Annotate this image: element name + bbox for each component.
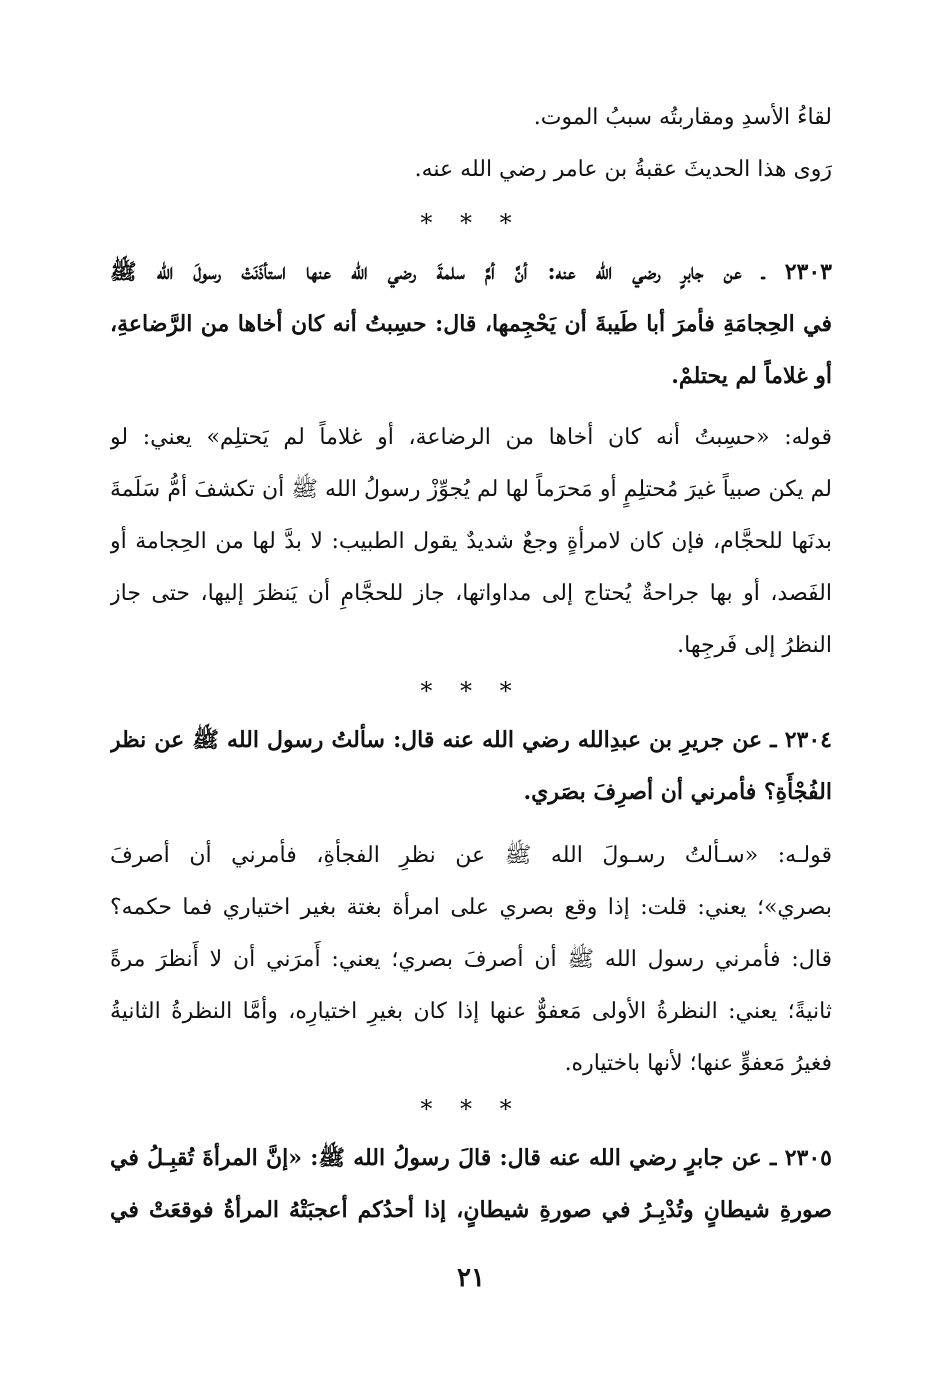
book-page: [110, 78, 832, 1358]
hadith-2304-line-2: الفُجْأَةِ؟ فأمرني أن أصرِفَ بصَري.: [523, 779, 832, 805]
commentary-2303-line-1: قوله: «حسِبتُ أنه كان أخاها من الرضاعة، أو غلاماً لم يَحتلِم» يعني: لو: [110, 425, 832, 450]
commentary-2303-line-4: الفَصد، أو بها جراحةٌ يُحتاج إلى مداواتها، جاز للحجَّامِ أن يَنظرَ إليها، حتى جاز: [110, 581, 832, 606]
hadith-2303-line-2: في الحِجامَةِ فأمرَ أبا طَيبةَ أن يَحْجِمها، قال: حسِبتُ أنه كان أخاها من الرَّضاعةِ،: [110, 311, 832, 337]
hadith-2304-line-1: ٢٣٠٤ ـ عن جريرِ بن عبدِالله رضي الله عنه قال: سألتُ رسول الله ﷺ عن نظر: [110, 727, 832, 753]
intro-line-2: رَوى هذا الحديثَ عقبةُ بن عامر رضي الله عنه.: [414, 157, 832, 182]
commentary-2303-line-2: لم يكن صبياً غيرَ مُحتلِمٍ أو مَحرَماً لها لم يُجوِّزْ رسولُ الله ﷺ أن تكشفَ أمُّ سَلَمةَ: [110, 477, 832, 502]
section-separator: * * *: [420, 1095, 522, 1123]
hadith-2303-line-3: أو غلاماً لم يحتلمْ.: [671, 363, 832, 389]
commentary-2304-line-3: قال: فأمرني رسول الله ﷺ أن أصرفَ بصري؛ يعني: أَمرَني أن لا أَنظرَ مرةً: [110, 947, 832, 972]
commentary-2303-line-3: بدنَها للحجَّام، فإن كان لامرأةٍ وجعٌ شديدٌ يقول الطبيب: لا بدَّ لها من الحِجامة أو: [110, 529, 832, 554]
hadith-2305-line-1: ٢٣٠٥ ـ عن جابرٍ رضي الله عنه قال: قالَ رسولُ الله ﷺ: «إنَّ المرأةَ تُقبِـلُ في: [110, 1145, 832, 1171]
hadith-2303-line-1: ٢٣٠٣ ـ عن جابرٍ رضي الله عنه: أنَّ أمَّ سلمةَ رضي الله عنها استأذَنَتْ رسولَ الله ﷺ: [110, 259, 832, 285]
section-separator: * * *: [420, 677, 522, 705]
commentary-2304-line-4: ثانيةً؛ يعني: النظرةُ الأولى مَعفوٌّ عنها إذا كان بغيرِ اختيارِه، وأمَّا النظرةُ الثانيةُ: [110, 999, 832, 1024]
commentary-2303-line-5: النظرُ إلى فَرجِها.: [677, 633, 832, 658]
section-separator: * * *: [420, 209, 522, 237]
commentary-2304-line-2: بصري»؛ يعني: قلت: إذا وقع بصري على امرأة بغتة بغير اختياري فما حكمه؟: [110, 895, 832, 920]
commentary-2304-line-5: فغيرُ مَعفوٍّ عنها؛ لأنها باختياره.: [564, 1051, 832, 1076]
hadith-2305-line-2: صورةِ شيطانٍ وتُدْبِـرُ في صورةِ شيطانٍ، إذا أحدُكم أعجبَتْهُ المرأةُ فوقعَتْ في: [110, 1197, 832, 1223]
commentary-2304-line-1: قولـه: «سـألتُ رسـولَ الله ﷺ عن نظرِ الفجأةِ، فأمرني أن أصرفَ: [110, 843, 832, 868]
page-number: ٢١: [457, 1263, 485, 1293]
intro-line-1: لقاءُ الأسدِ ومقاربتُه سببُ الموت.: [533, 105, 832, 130]
